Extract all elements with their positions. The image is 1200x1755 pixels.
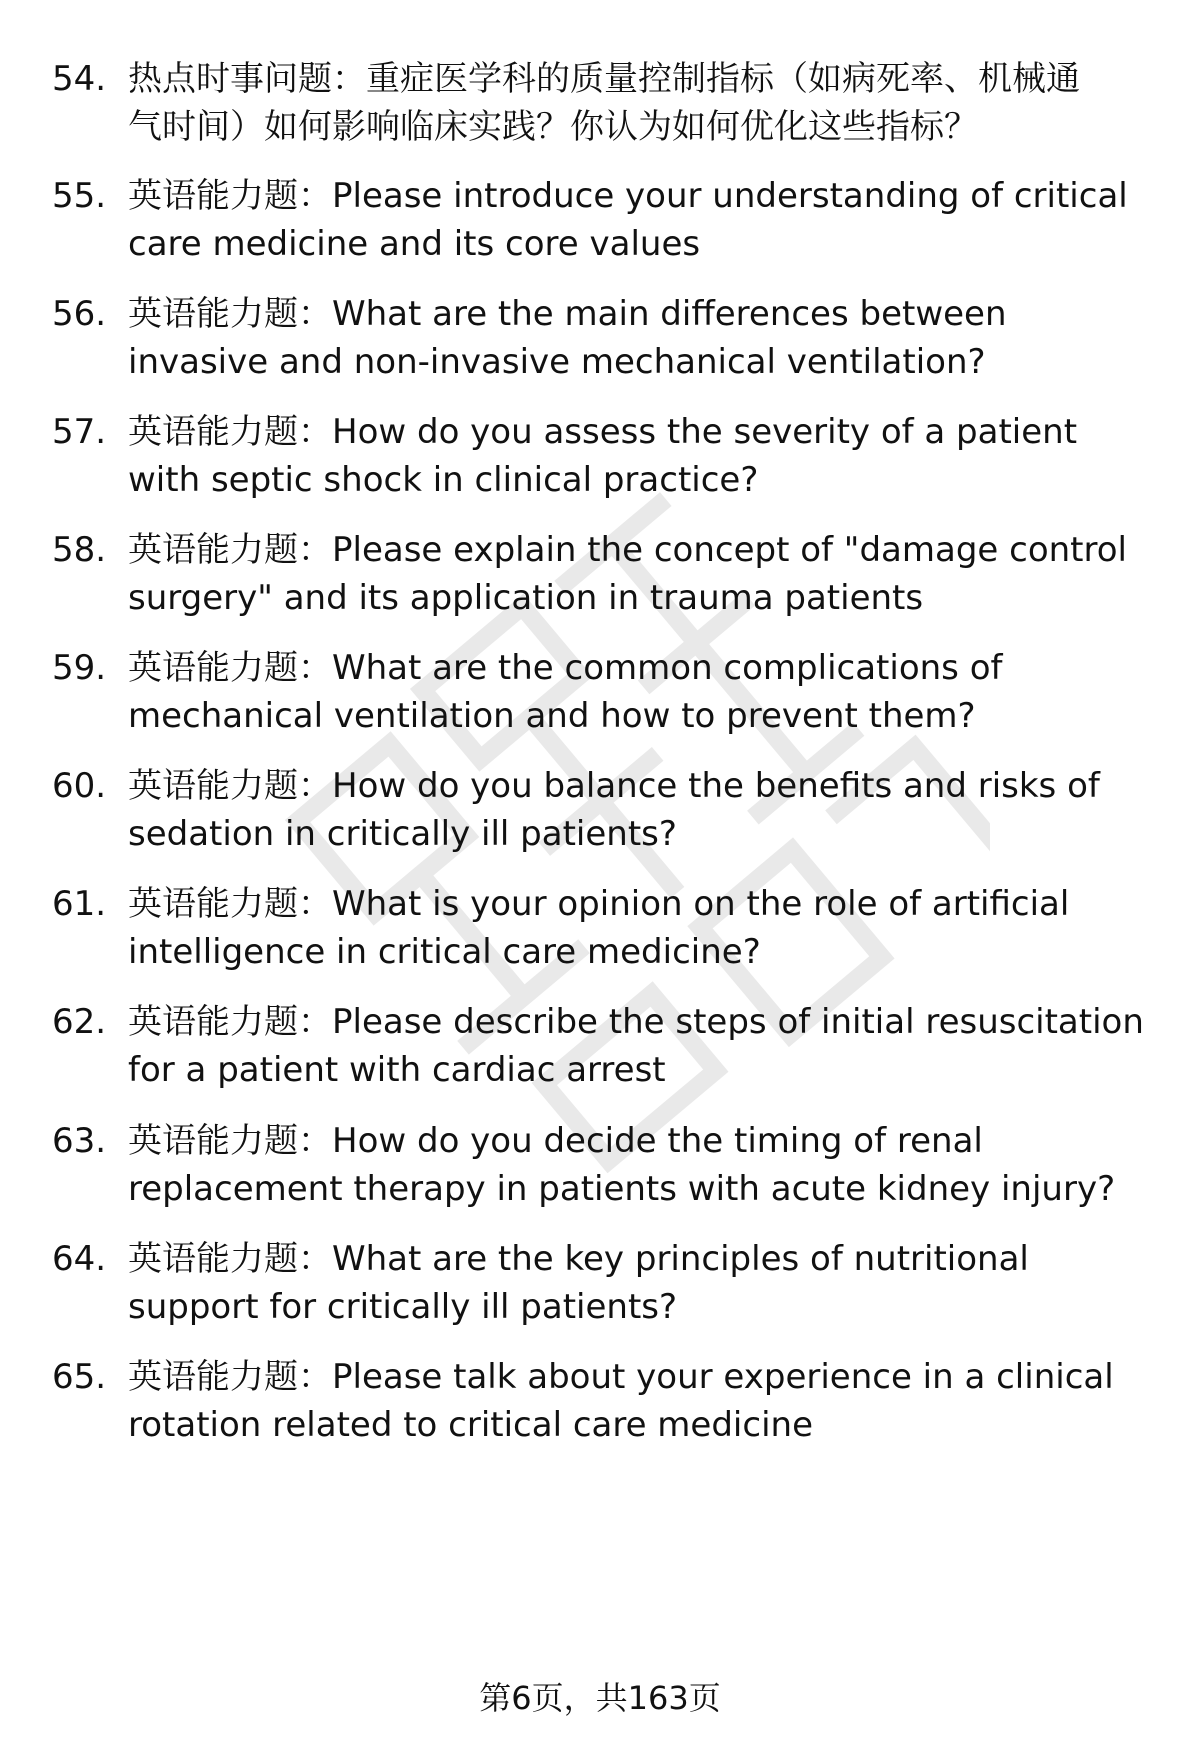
- question-item: [0, 1353, 1200, 1463]
- question-number: 54.: [52, 59, 107, 99]
- question-item: [0, 762, 1200, 872]
- question-item: [0, 998, 1200, 1108]
- question-text: [128, 55, 1168, 151]
- question-line: care medicine and its core values: [128, 224, 701, 264]
- question-number: 59.: [52, 648, 107, 688]
- question-line: with septic shock in clinical practice?: [128, 460, 759, 500]
- question-line: 英语能力题：How do you balance the benefits and risks of: [128, 766, 1100, 806]
- question-item: [0, 408, 1200, 518]
- question-text: [128, 1353, 1168, 1449]
- question-line: intelligence in critical care medicine?: [128, 932, 761, 972]
- question-text: [128, 526, 1168, 622]
- question-item: [0, 290, 1200, 400]
- question-number: 60.: [52, 766, 107, 806]
- question-item: [0, 172, 1200, 282]
- question-number: 61.: [52, 884, 107, 924]
- question-line: invasive and non-invasive mechanical ventilation?: [128, 342, 986, 382]
- question-line: 英语能力题：What are the key principles of nutritional: [128, 1239, 1029, 1279]
- question-text: [128, 172, 1168, 268]
- question-line: 英语能力题：What is your opinion on the role of artificial: [128, 884, 1070, 924]
- question-text: [128, 1117, 1168, 1213]
- question-line: 英语能力题：How do you decide the timing of renal: [128, 1121, 983, 1161]
- question-number: 62.: [52, 1002, 107, 1042]
- question-text: [128, 880, 1168, 976]
- question-line: 英语能力题：How do you assess the severity of a patient: [128, 412, 1078, 452]
- question-number: 63.: [52, 1121, 107, 1161]
- question-line: 英语能力题：What are the main differences between: [128, 294, 1007, 334]
- question-item: [0, 880, 1200, 990]
- page-footer: 第6页，共163页: [479, 1679, 721, 1717]
- question-text: [128, 644, 1168, 740]
- question-line: 热点时事问题：重症医学科的质量控制指标（如病死率、机械通: [128, 59, 1080, 99]
- question-line: 英语能力题：Please explain the concept of "damage control: [128, 530, 1127, 570]
- question-line: surgery" and its application in trauma patients: [128, 578, 924, 618]
- question-item: [0, 1235, 1200, 1345]
- question-text: [128, 408, 1168, 504]
- question-number: 64.: [52, 1239, 107, 1279]
- question-number: 58.: [52, 530, 107, 570]
- question-item: [0, 644, 1200, 754]
- question-line: for a patient with cardiac arrest: [128, 1050, 666, 1090]
- question-number: 55.: [52, 176, 107, 216]
- question-number: 56.: [52, 294, 107, 334]
- question-line: 英语能力题：Please describe the steps of initial resuscitation: [128, 1002, 1144, 1042]
- question-line: replacement therapy in patients with acute kidney injury?: [128, 1169, 1116, 1209]
- question-item: [0, 55, 1200, 165]
- question-line: sedation in critically ill patients?: [128, 814, 677, 854]
- question-line: 英语能力题：What are the common complications of: [128, 648, 1003, 688]
- question-line: 英语能力题：Please talk about your experience in a clinical: [128, 1357, 1114, 1397]
- question-text: [128, 290, 1168, 386]
- question-number: 65.: [52, 1357, 107, 1397]
- question-line: mechanical ventilation and how to prevent them?: [128, 696, 976, 736]
- question-text: [128, 998, 1168, 1094]
- question-item: [0, 1117, 1200, 1227]
- question-number: 57.: [52, 412, 107, 452]
- question-line: 英语能力题：Please introduce your understanding of critical: [128, 176, 1128, 216]
- question-line: rotation related to critical care medicine: [128, 1405, 813, 1445]
- question-line: 气时间）如何影响临床实践？你认为如何优化这些指标？: [128, 107, 978, 147]
- question-item: [0, 526, 1200, 636]
- question-line: support for critically ill patients?: [128, 1287, 678, 1327]
- question-text: [128, 1235, 1168, 1331]
- question-text: [128, 762, 1168, 858]
